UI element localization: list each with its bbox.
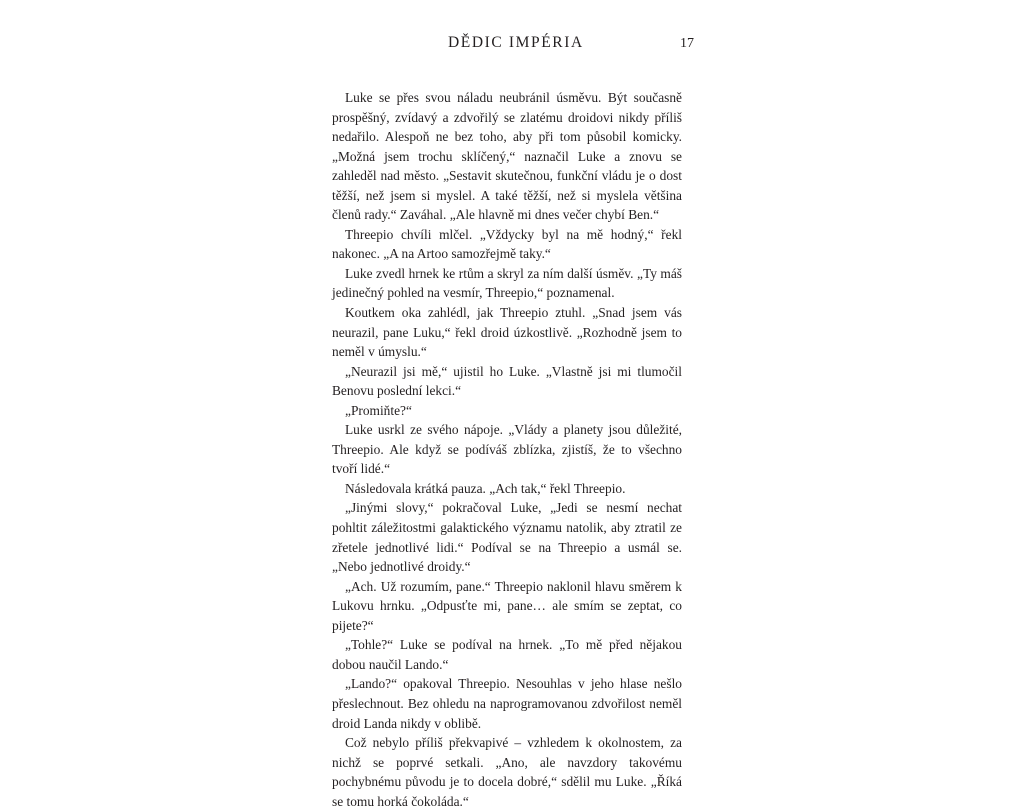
paragraph: „Tohle?“ Luke se podíval na hrnek. „To mě před nějakou dobou naučil Lando.“: [332, 637, 682, 672]
paragraph: Což nebylo příliš překvapivé – vzhledem k okolnostem, za nichž se poprvé setkali. „Ano, ale navzdory takovému pochybnému původu je to docela dobré,“ sdělil mu Luke. „Říká se tomu horká čokoláda.“: [332, 735, 682, 809]
paragraph: „Promiňte?“: [345, 402, 412, 418]
paragraph: Luke se přes svou náladu neubránil úsměvu. Být současně prospěšný, zvídavý a zdvořilý se zlatému droidovi nikdy příliš nedařilo. Alespoň ne bez toho, aby při tom působil komicky. „Možná jsem trochu sklíčený,“ naznačil Luke a znovu se zahleděl nad město. „Sestavit skutečnou, funkční vládu je o dost těžší, než jsem si myslel. A také těžší, než si myslela většina členů rady.“ Zaváhal. „Ale hlavně mi dnes večer chybí Ben.“: [332, 90, 682, 223]
paragraph: Luke usrkl ze svého nápoje. „Vlády a planety jsou důležité, Threepio. Ale když se podíváš zblízka, zjistíš, že to všechno tvoří lidé.“: [332, 422, 682, 477]
body-text: [332, 88, 682, 811]
paragraph: Koutkem oka zahlédl, jak Threepio ztuhl. „Snad jsem vás neurazil, pane Luku,“ řekl droid úzkostlivě. „Rozhodně jsem to neměl v úmyslu.“: [332, 305, 682, 360]
paragraph: „Ach. Už rozumím, pane.“ Threepio naklonil hlavu směrem k Lukovu hrnku. „Odpusťte mi, pane… ale smím se zeptat, co pijete?“: [332, 578, 682, 633]
running-title: DĚDIC IMPÉRIA: [448, 34, 584, 51]
paragraph: Threepio chvíli mlčel. „Vždycky byl na mě hodný,“ řekl nakonec. „A na Artoo samozřejmě taky.“: [332, 226, 682, 262]
paragraph: „Jinými slovy,“ pokračoval Luke, „Jedi se nesmí nechat pohltit záležitostmi galaktického významu natolik, aby ztratil ze zřetele jednotlivé lidi.“ Podíval se na Threepio a usmál se. „Nebo jednotlivé droidy.“: [332, 500, 682, 575]
paragraph: „Neurazil jsi mě,“ ujistil ho Luke. „Vlastně jsi mi tlumočil Benovu poslední lekci.“: [332, 363, 682, 399]
page-number: 17: [680, 36, 694, 51]
paragraph: Následovala krátká pauza. „Ach tak,“ řekl Threepio.: [345, 480, 626, 496]
paragraph: Luke zvedl hrnek ke rtům a skryl za ním další úsměv. „Ty máš jedinečný pohled na vesmír, Threepio,“ poznamenal.: [332, 265, 682, 301]
paragraph: „Lando?“ opakoval Threepio. Nesouhlas v jeho hlase nešlo přeslechnout. Bez ohledu na naprogramovanou zdvořilost neměl droid Landa nikdy v oblibě.: [332, 676, 682, 731]
